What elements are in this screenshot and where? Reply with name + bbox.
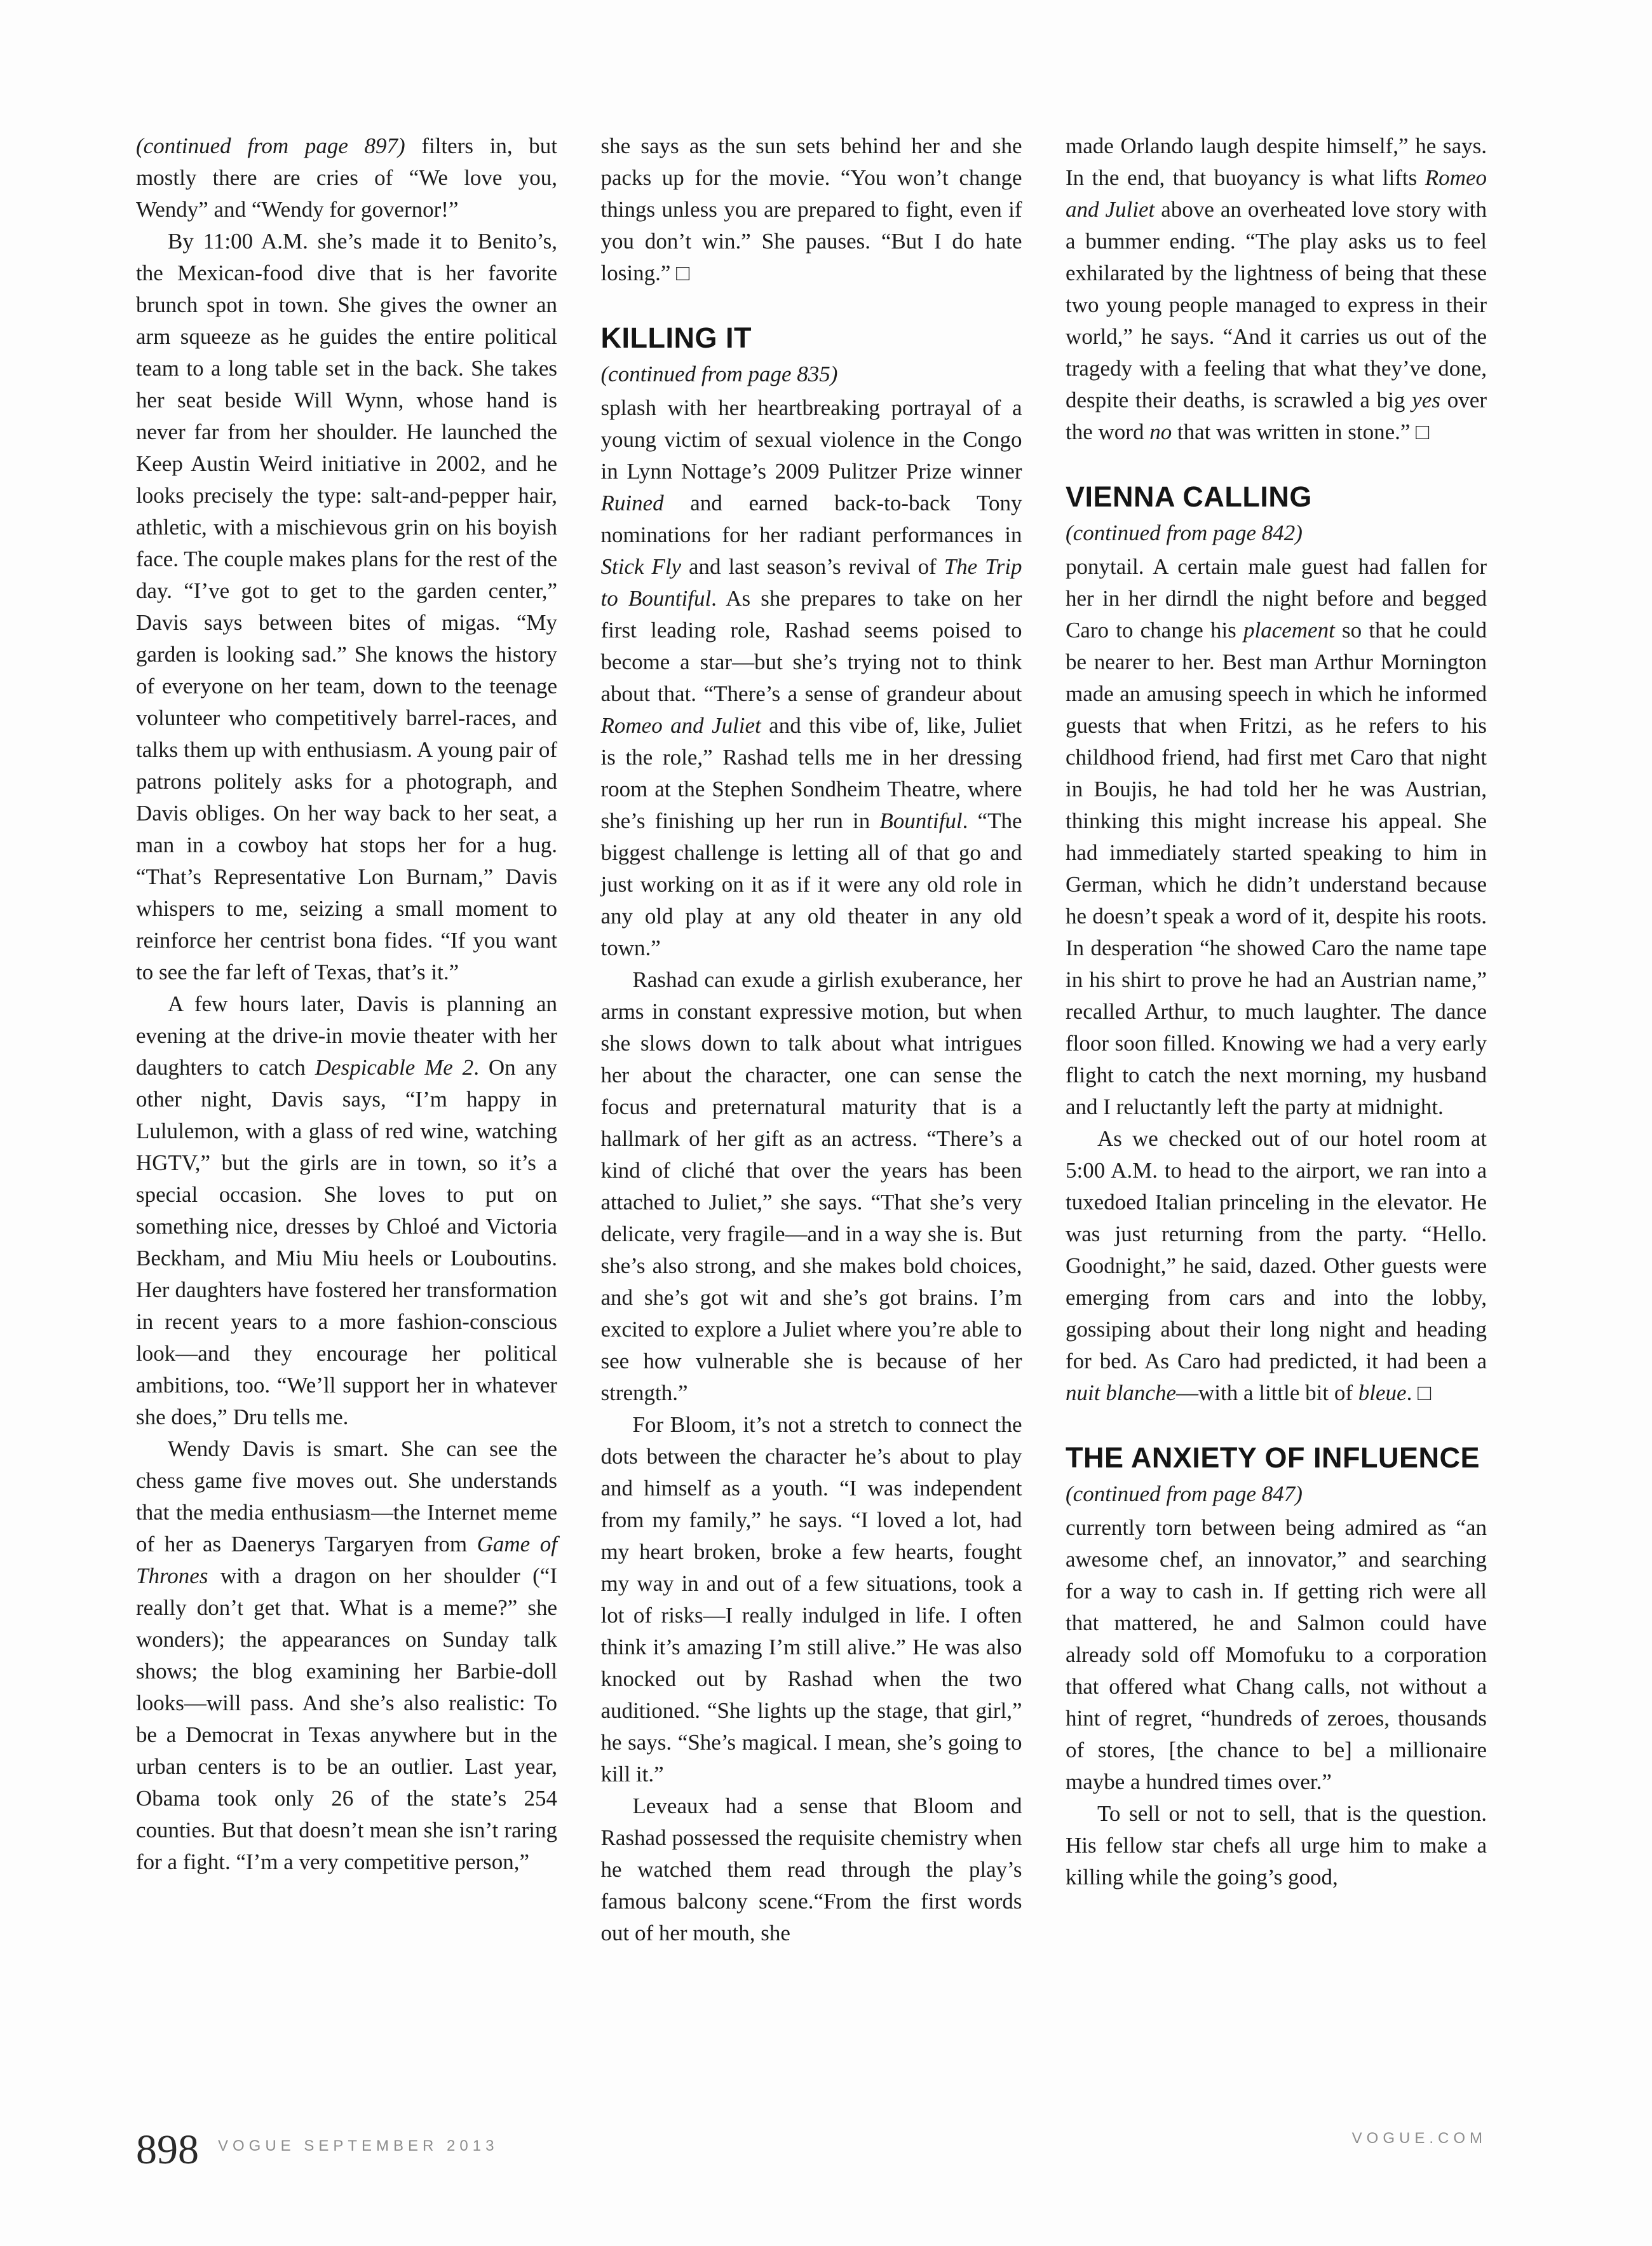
magazine-name: VOGUE SEPTEMBER 2013 [218,2137,499,2154]
column-2 [601,130,1022,1949]
continued-note-842: (continued from page 842) [1066,521,1303,545]
column-1 [136,130,557,1949]
paragraph: Leveaux had a sense that Bloom and Rashad possessed the requisite chemistry when he watched them read through the play’s famous balcony scene.“From the first words out of her mouth, she [600,1793,1022,1945]
paragraph: By 11:00 A.M. she’s made it to Benito’s, the Mexican-food dive that is her favorite brunch spot in town. She gives the owner an arm squeeze as he guides the entire political team to a long table set in the back. She takes her seat beside Will Wynn, whose hand is never far from her shoulder. He launched the Keep Austin Weird initiative in 2002, and he looks precisely the type: salt-and-pepper hair, athletic, with a mischievous grin on his boyish face. The couple makes plans for the rest of the day. “I’ve got to get to the garden center,” Davis says between bites of migas. “My garden is looking sad.” She knows the history of everyone on her team, down to the teenage volunteer who competitively barrel-races, and talks them up with enthusiasm. A young pair of patrons politely asks for a photograph, and Davis obliges. On her way back to her seat, a man in a cowboy hat stops her for a hug. “That’s Representative Lon Burnam,” Davis whispers to me, seizing a small moment to reinforce her centrist bona fides. “If you want to see the far left of Texas, that’s it.” [136,229,557,984]
paragraph: ponytail. A certain male guest had fallen for her in her dirndl the night before and begged Caro to change his placement so that he could be nearer to her. Best man Arthur Mornington made an amusing speech in which he informed guests that when Fritzi, as he refers to his childhood friend, had first met Caro that night in Boujis, he had told her he was Austrian, thinking this might increase his appeal. She had immediately started speaking to him in German, which he didn’t understand because he doesn’t speak a word of it, despite his roots. In desperation “he showed Caro the name tape in his shirt to prove he had an Austrian name,” recalled Arthur, to much laughter. The dance floor soon filled. Knowing we had a very early flight to catch the next morning, my husband and I reluctantly left the party at midnight. [1066,554,1487,1119]
continued-note-847: (continued from page 847) [1066,1481,1303,1506]
section-heading-vienna-calling: VIENNA CALLING [1066,480,1312,513]
paragraph: currently torn between being admired as “an awesome chef, an innovator,” and searching for a way to cash in. If getting rich were all that mattered, he and Salmon could have already sold off Momofuku to a corporation that offered what Chang calls, not without a hint of regret, “hundreds of zeroes, thousands of stores, [the chance to be] a millionaire maybe a hundred times over.” [1066,1515,1487,1794]
article-columns [136,130,1487,1949]
paragraph-continued-897: (continued from page 897) filters in, but mostly there are cries of “We love you, Wendy” and “Wendy for governor!” [136,133,557,222]
section-heading-killing-it: KILLING IT [600,322,752,354]
footer-right [1352,2129,1487,2148]
column-3 [1066,130,1487,1949]
paragraph: To sell or not to sell, that is the question. His fellow star chefs all urge him to make a killing while the going’s good, [1066,1801,1487,1889]
paragraph: splash with her heartbreaking portrayal of a young victim of sexual violence in the Congo in Lynn Nottage’s 2009 Pulitzer Prize winner Ruined and earned back-to-back Tony nominations for her radiant performances in Stick Fly and last season’s revival of The Trip to Bountiful. As she prepares to take on her first leading role, Rashad seems poised to become a star—but she’s trying not to think about that. “There’s a sense of grandeur about Romeo and Juliet and this vibe of, like, Juliet is the role,” Rashad tells me in her dressing room at the Stephen Sondheim Theatre, where she’s finishing up her run in Bountiful. “The biggest challenge is letting all of that go and just working on it as if it were any old role in any old play at any old theater in any old town.” [600,395,1022,960]
paragraph: Rashad can exude a girlish exuberance, her arms in constant expressive motion, but when she slows down to talk about what intrigues her about the character, one can sense the focus and preternatural maturity that is a hallmark of her gift as an actress. “There’s a kind of cliché that over the years has been attached to Juliet,” she says. “That she’s very delicate, very fragile—and in a way she is. But she’s also strong, and she makes bold choices, and she’s got wit and she’s got brains. I’m excited to explore a Juliet where you’re able to see how vulnerable she is because of her strength.” [600,967,1022,1405]
paragraph: For Bloom, it’s not a stretch to connect the dots between the character he’s about to play and himself as a youth. “I was independent from my family,” he says. “I loved a lot, had my heart broken, broke a few hearts, fought my way in and out of a few situations, took a lot of risks—I really indulged in life. I often think it’s amazing I’m still alive.” He was also knocked out by Rashad when the two auditioned. “She lights up the stage, that girl,” he says. “She’s magical. I mean, she’s going to kill it.” [600,1412,1022,1787]
page-number: 898 [136,2127,199,2173]
continued-note-835: (continued from page 835) [600,362,838,386]
paragraph: As we checked out of our hotel room at 5:00 A.M. to head to the airport, we ran into a tuxedoed Italian princeling in the elevator. He was just returning from the party. “Hello. Goodnight,” he said, dazed. Other guests were emerging from cars and into the lobby, gossiping about their long night and heading for bed. As Caro had predicted, it had been a nuit blanche—with a little bit of bleue. □ [1066,1126,1487,1405]
footer-left [136,2129,498,2171]
paragraph: A few hours later, Davis is planning an evening at the drive-in movie theater with her daughters to catch Despicable Me 2. On any other night, Davis says, “I’m happy in Lululemon, with a glass of red wine, watching HGTV,” but the girls are in town, so it’s a special occasion. She loves to put on something nice, dresses by Chloé and Victoria Beckham, and Miu Miu heels or Louboutins. Her daughters have fostered her transformation in recent years to a more fashion-conscious look—and they encourage her political ambitions, too. “We’ll support her in whatever she does,” Dru tells me. [136,991,558,1429]
website-url: VOGUE.COM [1351,2130,1487,2147]
paragraph: Wendy Davis is smart. She can see the chess game five moves out. She understands that the media enthusiasm—the Internet meme of her as Daenerys Targaryen from Game of Thrones with a dragon on her shoulder (“I really don’t get that. What is a meme?” she wonders); the appearances on Sunday talk shows; the blog examining her Barbie-doll looks—will pass. And she’s also realistic: To be a Democrat in Texas anywhere but in the urban centers is to be an outlier. Last year, Obama took only 26 of the state’s 254 counties. But that doesn’t mean she isn’t raring for a fight. “I’m a very competitive person,” [136,1436,557,1874]
paragraph: made Orlando laugh despite himself,” he says. In the end, that buoyancy is what lifts Romeo and Juliet above an overheated love story with a bummer ending. “The play asks us to feel exhilarated by the lightness of being that these two young people managed to express in their world,” he says. “And it carries us out of the tragedy with a feeling that what they’ve done, despite their deaths, is scrawled a big yes over the word no that was written in stone.” □ [1066,133,1487,444]
page-footer [136,2129,1487,2171]
section-heading-anxiety-of-influence: THE ANXIETY OF INFLUENCE [1066,1441,1480,1474]
paragraph: she says as the sun sets behind her and she packs up for the movie. “You won’t change things unless you are prepared to fight, even if you don’t win.” She pauses. “But I do hate losing.” □ [600,133,1022,285]
